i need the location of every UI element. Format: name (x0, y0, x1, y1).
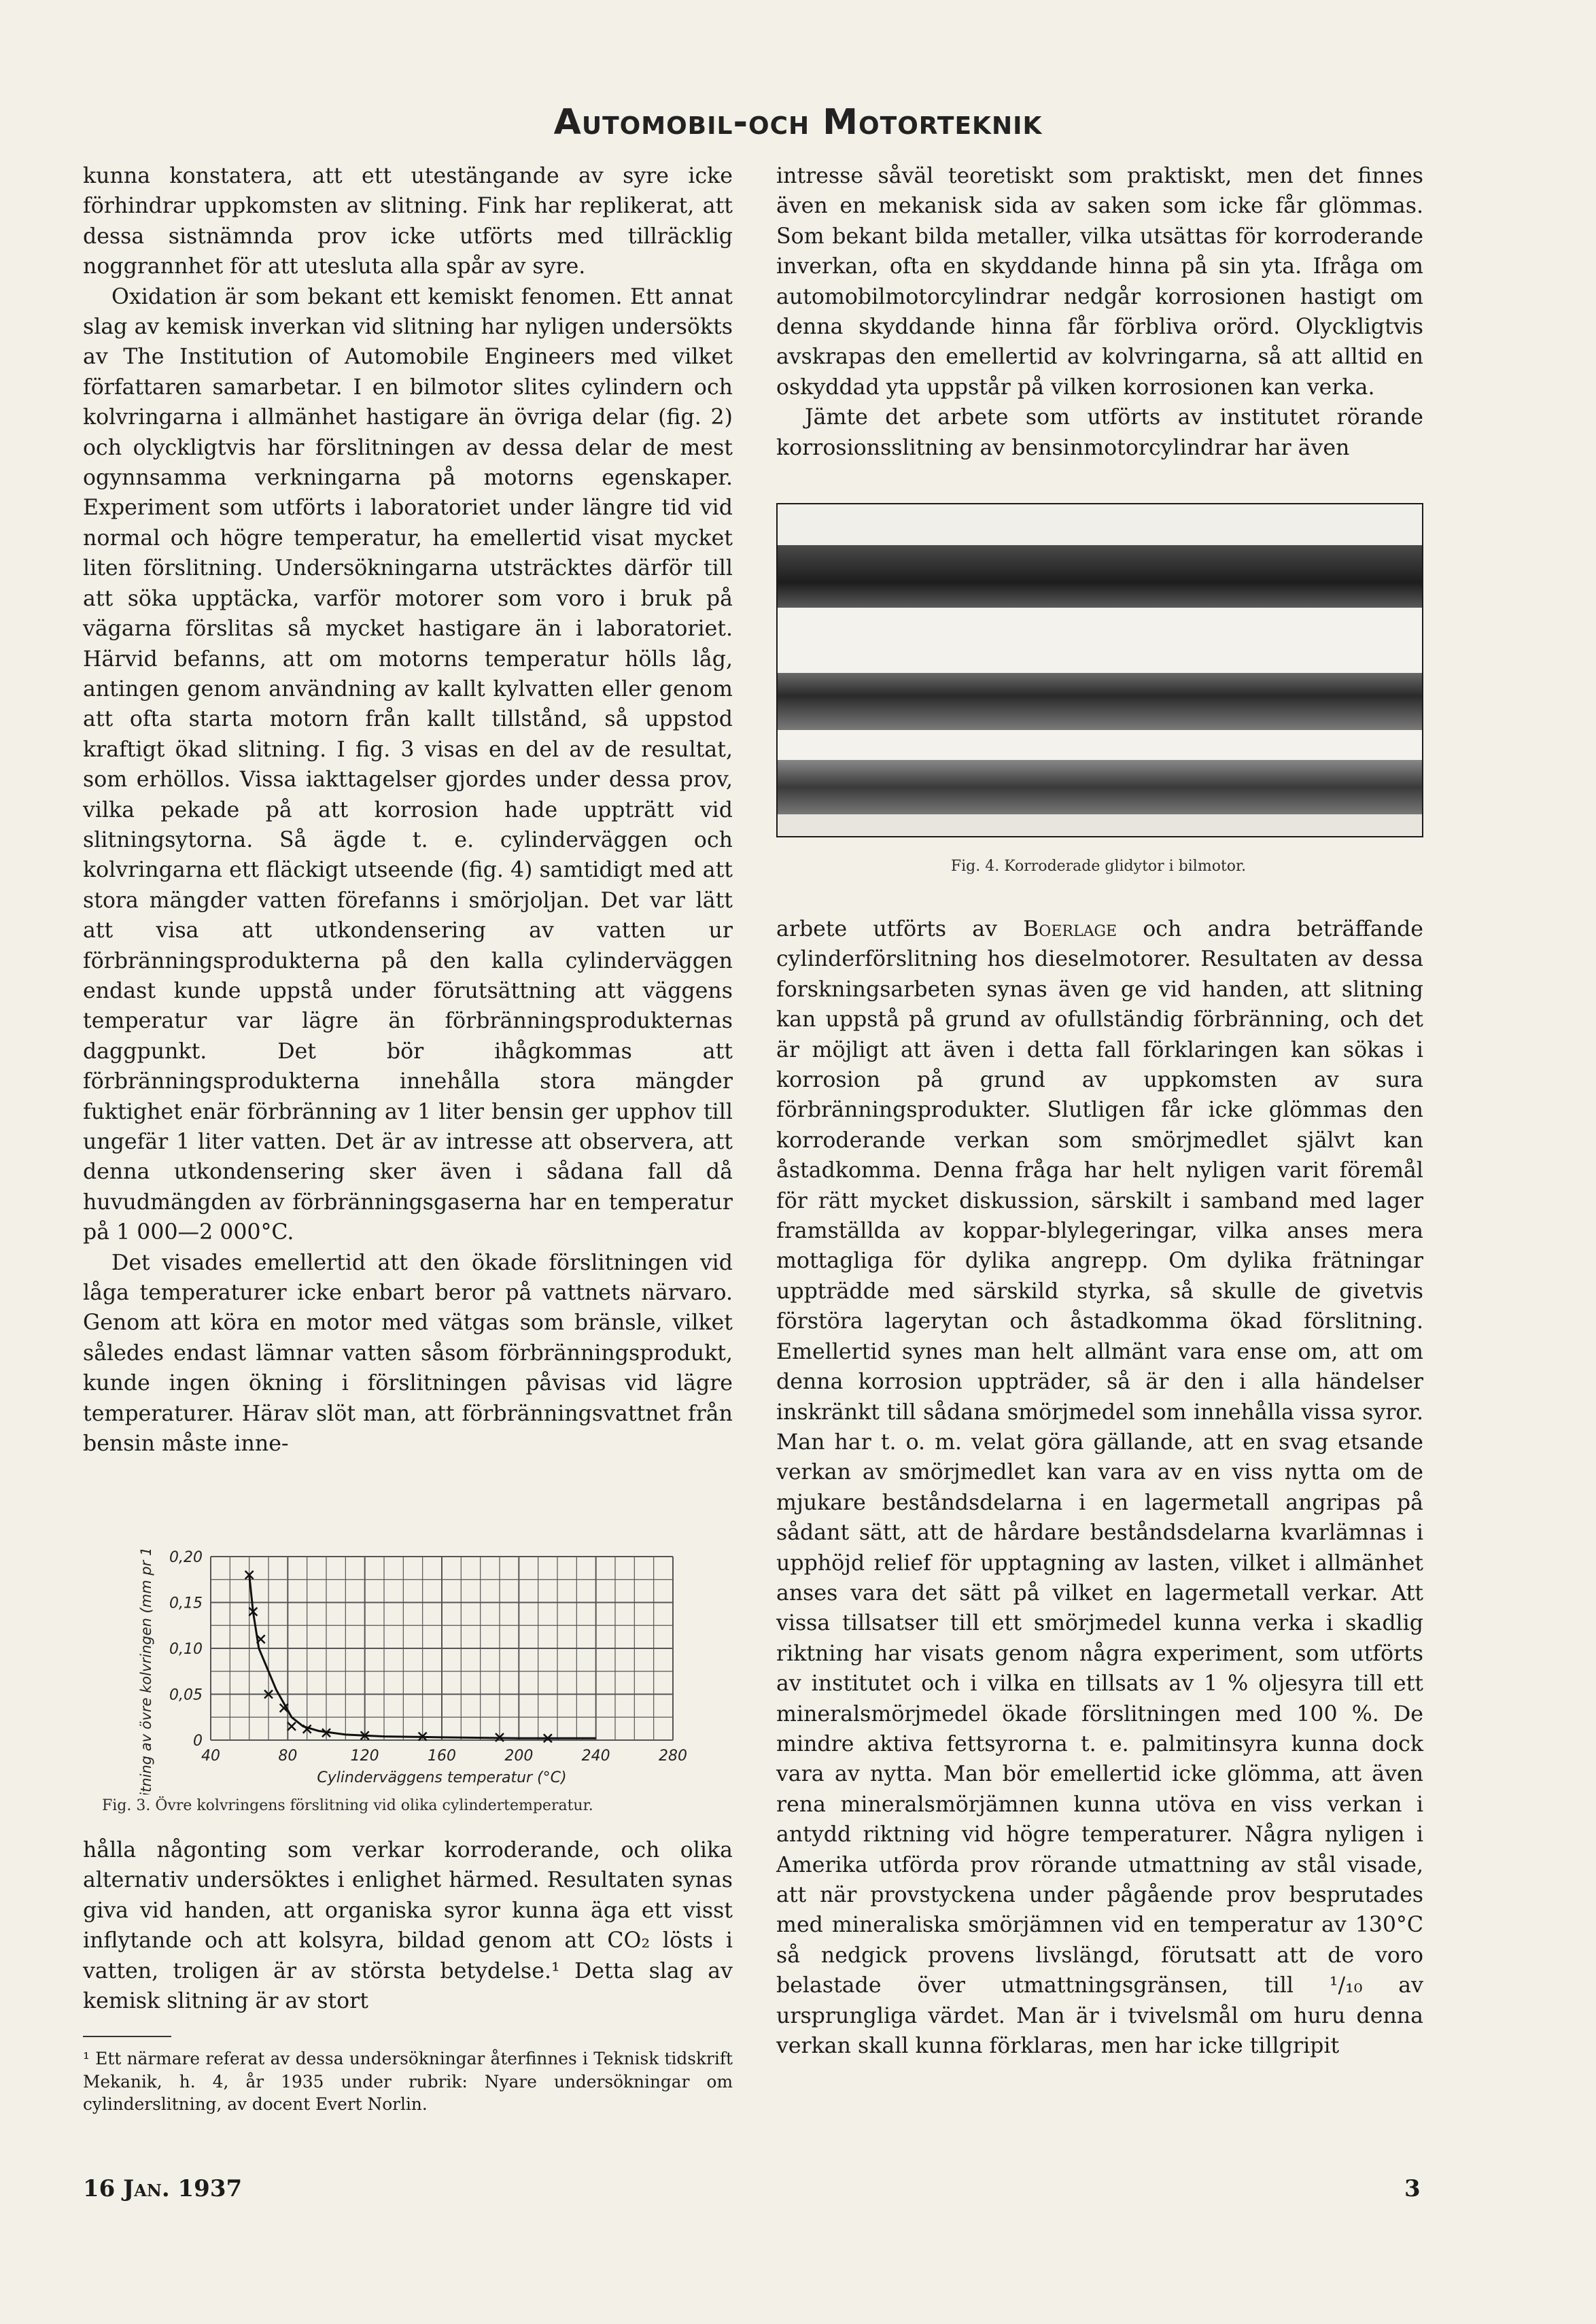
page-header-title: Automobil-och Motorteknik (553, 102, 1043, 143)
x-tick-label: 160 (428, 1748, 456, 1765)
figure-3-chart (109, 1550, 721, 1794)
paragraph: Oxidation är som bekant ett kemiskt fenomen. Ett annat slag av kemisk inverkan vid slitning har nyligen undersökts av The Institution of Automobile Engineers med vilket författaren samarbetar. I en bilmotor slites cylindern och kolvringarna i allmänhet hastigare än övriga delar (fig. 2) och olyckligtvis har förslitningen av dessa delar de mest ogynnsamma verkningarna på motorns egenskaper. Experiment som utförts i laboratoriet under längre tid vid normal och högre temperatur, ha emellertid visat mycket liten förslitning. Undersökningarna utsträcktes därför till att söka upptäcka, varför motorer som voro i bruk på vägarna förslitas så mycket hastigare än i laboratoriet. Härvid befanns, att om motorns temperatur hölls låg, antingen genom användning av kallt kylvatten eller genom att ofta starta motorn från kallt tillstånd, så uppstod kraftigt ökad slitning. I fig. 3 visas en del av de resultat, som erhöllos. Vissa iakttagelser gjordes under dessa prov, vilka pekade på att korrosion hade uppträtt vid slitningsytorna. Så ägde t. e. cylinderväggen och kolvringarna ett fläckigt utseende (fig. 4) samtidigt med att stora mängder vatten förefanns i smörjoljan. Det var lätt att visa att utkondensering av vatten ur förbränningsprodukterna på den kalla cylinderväggen endast kunde uppstå under förutsättning att väggens temperatur var lägre än förbränningsprodukternas daggpunkt. Det bör ihågkommas att förbränningsprodukterna innehålla stora mängder fuktighet enär förbränning av 1 liter bensin ger upphov till ungefär 1 liter vatten. Det är av intresse att observera, att denna utkondensering sker även i sådana fall då huvudmängden av förbränningsgaserna har en temperatur på 1 000—2 000°C. (83, 284, 733, 1245)
x-tick-label: 40 (201, 1748, 220, 1765)
photo-band-dark (778, 673, 1422, 730)
x-tick-label: 240 (581, 1748, 610, 1765)
x-tick-label: 200 (504, 1748, 534, 1765)
paragraph: Det visades emellertid att den ökade förslitningen vid låga temperaturer icke enbart beror på vattnets närvaro. Genom att köra en motor med vätgas som bränsle, vilket således endast lämnar vatten såsom förbränningsprodukt, kunde ingen ökning i förslitningen påvisas vid lägre temperaturer. Härav slöt man, att förbränningsvattnet från bensin måste inne- (83, 1250, 733, 1457)
photo-band-light (778, 814, 1422, 836)
paragraph (776, 914, 1423, 2061)
y-tick-label: 0,20 (169, 1550, 203, 1566)
footer-date (83, 2175, 242, 2202)
text-run: arbete utförts av (776, 917, 1024, 941)
page-number: 3 (1404, 2175, 1421, 2202)
footnote-divider (83, 2036, 171, 2037)
x-tick-label: 280 (659, 1748, 687, 1765)
y-tick-label: 0,15 (169, 1595, 203, 1612)
paragraph: hålla någonting som verkar korroderande, och olika alternativ undersöktes i enlighet härmed. Resultaten synas giva vid handen, att organiska syror kunna äga ett visst inflytande och att kolsyra, bildad genom att CO₂ lösts i vatten, troligen är av största betydelse.¹ Detta slag av kemisk slitning är av stort (83, 1838, 733, 2014)
paragraph: Jämte det arbete som utförts av institutet rörande korrosionsslitning av bensinmotorcylindrar har även (776, 405, 1423, 460)
x-tick-label: 120 (350, 1748, 379, 1765)
author-name: Boerlage (1023, 917, 1117, 941)
y-tick-label: 0 (193, 1733, 203, 1750)
left-column (83, 161, 733, 1459)
text-run: och andra beträffande cylinderförslitning hos dieselmotorer. Resultaten av dessa forskningsarbeten synas även ge vid handen, att slitning kan uppstå på grund av ofullständig förbränning, och det är möjligt att även i detta fall förklaringen kan sökas i korrosion på grund av uppkomsten av sura förbränningsprodukter. Slutligen får icke glömmas den korroderande verkan som smörjmedlet självt kan åstadkomma. Denna fråga har helt nyligen varit föremål för rätt mycket diskussion, särskilt i samband med lager framställda av koppar-blylegeringar, vilka anses mera mottagliga för dylika angrepp. Om dylika frätningar uppträdde med särskild styrka, så skulle de givetvis förstöra lagerytan och åstadkomma ökad förslitning. Emellertid synes man helt allmänt vara ense om, att om denna korrosion uppträder, så är den i alla händelser inskränkt till sådana smörjmedel som innehålla vissa syror. Man har t. o. m. velat göra gällande, att en svag etsande verkan av smörjmedlet kan vara av en viss nytta om de mjukare beståndsdelarna i en lagermetall angripas på sådant sätt, att de hårdare beståndsdelarna kvarlämnas i upphöjd relief för upptagning av lasten, vilket i allmänhet anses vara det sätt på vilket en lagermetall verkar. Att vissa tillsatser till ett smörjmedel kunna verka i skadlig riktning har visats genom några experiment, som utförts av institutet och i vilka en tillsats av 1 % oljesyra till ett mineralsmörjmedel ökade förslitningen med 100 %. De mindre aktiva fettsyrorna t. e. palmitinsyra kunna dock vara av nytta. Man bör emellertid icke glömma, att även rena mineralsmörjämnen kunna utöva en viss verkan i antydd riktning vid högre temperaturer. Några nyligen i Amerika utförda prov rörande utmattning av stål visade, att när provstyckena under pågående prov besprutades med mineraliska smörjämnen vid en temperatur av 130°C så nedgick provens livslängd, förutsatt att de voro belastade över utmattningsgränsen, till ¹/₁₀ av ursprungliga värdet. Man är i tvivelsmål om huru denna verkan skall kunna förklaras, men har icke tillgripit (776, 917, 1423, 2059)
footer-day: 16 (83, 2175, 116, 2202)
x-tick-label: 80 (278, 1748, 298, 1765)
footer-year: 1937 (177, 2175, 243, 2202)
figure-3-caption: Fig. 3. Övre kolvringens förslitning vid olika cylindertemperatur. (102, 1797, 593, 1814)
right-column (776, 161, 1423, 463)
y-axis-label: Slitning av övre kolvringen (mm pr 1000 km) (138, 1550, 154, 1794)
right-column-continued (776, 914, 1423, 2061)
photo-band-dark (778, 545, 1422, 608)
photo-band-light (778, 730, 1422, 760)
photo-band-light (778, 504, 1422, 545)
figure-4-photo (776, 503, 1423, 837)
chart-svg (109, 1550, 721, 1794)
y-tick-label: 0,10 (169, 1641, 203, 1658)
left-column-continued (83, 1835, 733, 2016)
x-axis-label: Cylinderväggens temperatur (°C) (317, 1769, 567, 1786)
paragraph: intresse såväl teoretiskt som praktiskt, men det finnes även en mekanisk sida av saken som icke får glömmas. Som bekant bilda metaller, vilka utsättas för korroderande inverkan, ofta en skyddande hinna på sin yta. Ifråga om automobilmotorcylindrar nedgår korrosionen hastigt om denna skyddande hinna får förbliva orörd. Olyckligtvis avskrapas den emellertid av kolvringarna, så att alltid en oskyddad yta uppstår på vilken korrosionen kan verka. (776, 164, 1423, 400)
y-tick-label: 0,05 (169, 1686, 203, 1704)
photo-band-dark (778, 760, 1422, 814)
figure-4-caption: Fig. 4. Korroderade glidytor i bilmotor. (950, 858, 1247, 875)
photo-band-light (778, 608, 1422, 673)
paragraph: kunna konstatera, att ett utestängande av syre icke förhindrar uppkomsten av slitning. Fink har replikerat, att dessa sistnämnda prov icke utförts med tillräcklig noggrannhet för att utesluta alla spår av syre. (83, 164, 733, 279)
footer-month: Jan. (123, 2175, 170, 2202)
data-point (288, 1722, 296, 1731)
footnote: ¹ Ett närmare referat av dessa undersökningar återfinnes i Teknisk tidskrift Mekanik, h. 4, år 1935 under rubrik: Nyare undersökningar om cylinderslitning, av docent Evert Norlin. (83, 2049, 733, 2115)
